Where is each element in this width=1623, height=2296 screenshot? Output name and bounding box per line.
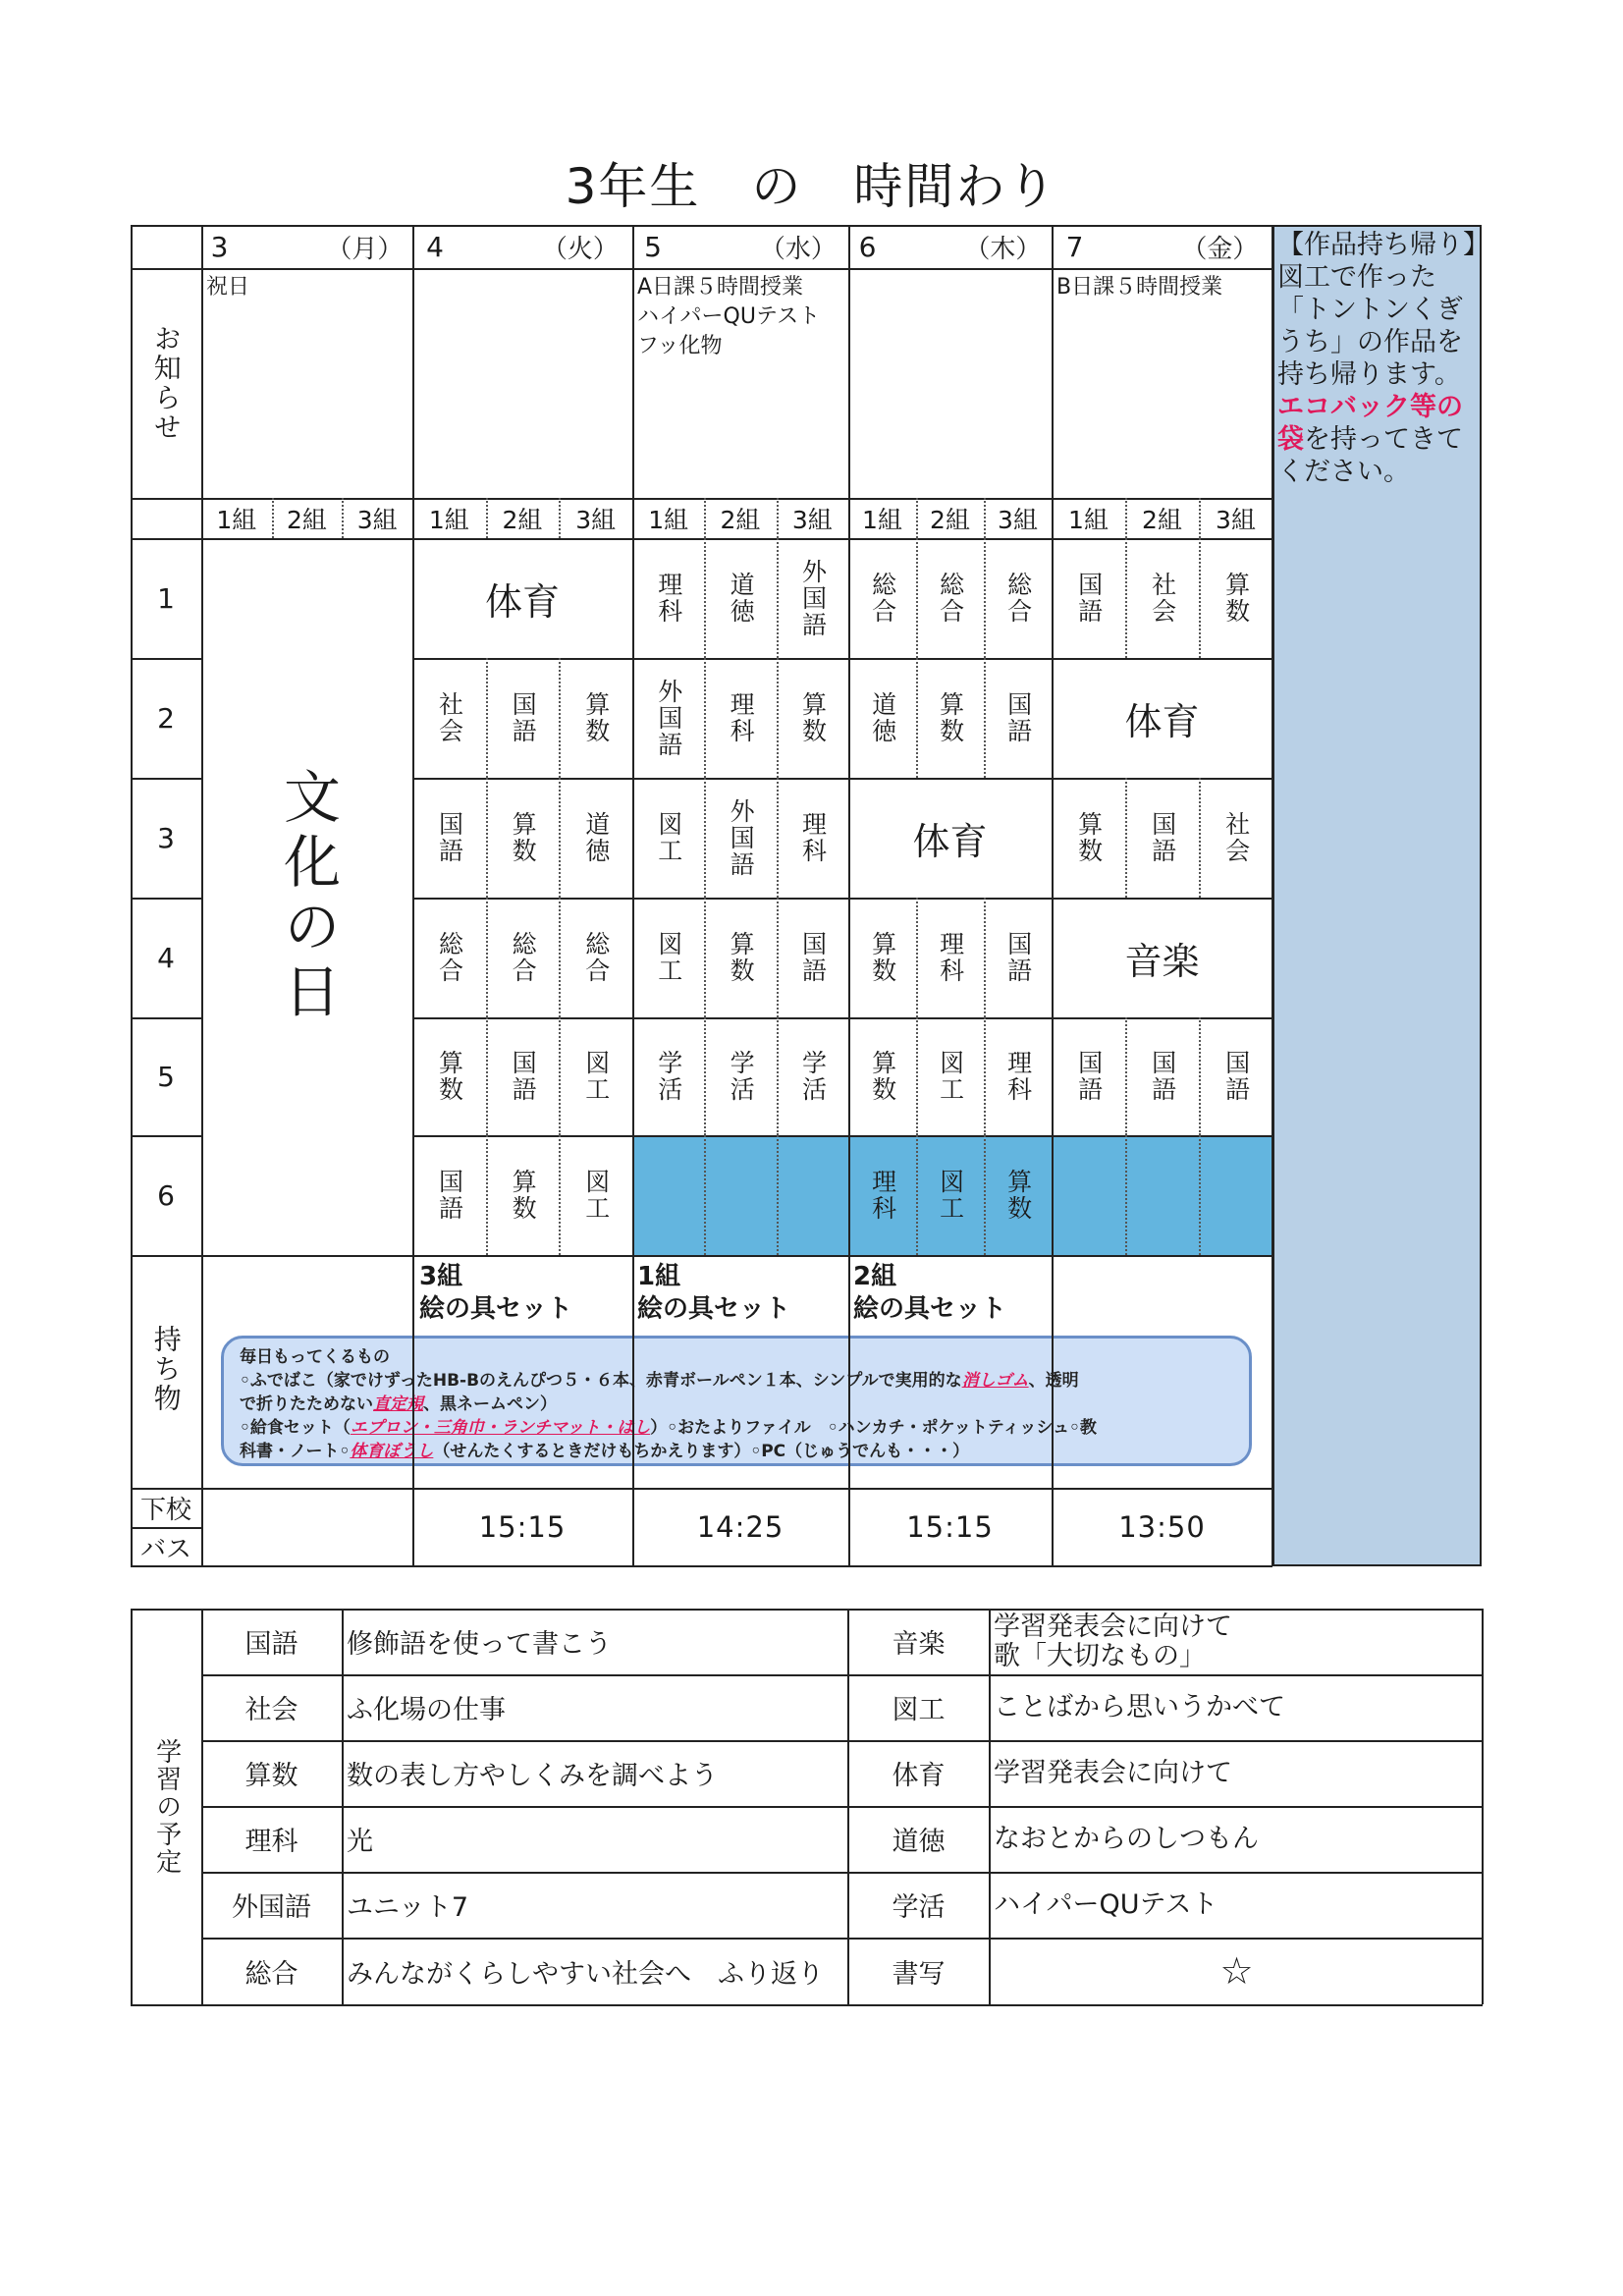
day-header-mon: 3 （月） [210, 230, 404, 264]
schedule-topic-line: ハイパーQUテスト [994, 1888, 1218, 1920]
grid-line [412, 658, 1272, 660]
grid-line [412, 778, 1272, 780]
grid-line [131, 1527, 201, 1529]
grid-line [131, 498, 1272, 500]
subject-cell: 算数 [509, 1169, 538, 1222]
schedule-topic: みんながくらしやすい社会へ ふり返り [347, 1958, 824, 1990]
grid-line [486, 778, 488, 898]
bus-label-top: 下校 [139, 1495, 191, 1525]
subject-cell: 総合 [868, 572, 897, 625]
grid-line [201, 1806, 1483, 1808]
grid-line [131, 658, 201, 660]
pe-cap-highlight: 体育ぼうし [350, 1442, 434, 1461]
grid-line [916, 498, 918, 538]
schedule-topic-line: ことばから思いうかべて [994, 1691, 1285, 1722]
class-label: 2組 [720, 505, 761, 534]
subject-cell: 総合 [581, 931, 611, 984]
schedule-topic [994, 1740, 1480, 1806]
subject-cell: 総合 [1003, 572, 1033, 625]
subject-cell: 総合 [936, 572, 965, 625]
grid-line [632, 225, 634, 1566]
period-label: 5 [157, 1060, 175, 1093]
subject-cell: 算数 [798, 691, 828, 744]
grid-line [131, 1017, 201, 1019]
grid-line [201, 225, 203, 1566]
grid-line [704, 658, 706, 778]
merged-fri2: 体育 [1124, 699, 1200, 743]
subject-cell: 図工 [581, 1050, 611, 1103]
grid-line [342, 498, 344, 538]
daily-items-heading: 毎日もってくるもの [240, 1347, 390, 1367]
grid-line [704, 538, 706, 658]
grid-line [342, 1609, 344, 2004]
class-label: 1組 [216, 505, 257, 534]
grid-line [131, 1609, 133, 2004]
grid-line [559, 1017, 561, 1135]
subject-cell: 理科 [727, 691, 756, 744]
subject-cell: 学活 [654, 1050, 683, 1103]
grid-line [777, 498, 779, 538]
schedule-topic [994, 1674, 1480, 1740]
grid-line [1199, 1135, 1201, 1255]
subject-cell: 図工 [936, 1169, 965, 1222]
grid-line [1482, 1609, 1484, 2004]
subject-cell: 総合 [435, 931, 464, 984]
subject-cell: 理科 [936, 931, 965, 984]
sidebar-heading: 【作品持ち帰り】 [1277, 230, 1489, 260]
subject-cell: 国語 [1148, 1050, 1177, 1103]
subject-cell: 図工 [936, 1050, 965, 1103]
schedule-topic: ふ化場の仕事 [347, 1695, 506, 1725]
subject-cell: 国語 [435, 811, 464, 864]
grid-line [201, 1938, 1483, 1940]
bring-line: 1組 [637, 1262, 681, 1291]
bring-line: 絵の具セット [637, 1294, 791, 1324]
grid-line [704, 498, 706, 538]
schedule-subject: 外国語 [232, 1892, 311, 1923]
subject-cell: 国語 [798, 931, 828, 984]
grid-line [916, 1017, 918, 1135]
class-label: 3組 [356, 505, 398, 534]
day-header-tue: 4 （火） [426, 230, 619, 264]
notice-mon: 祝日 [206, 275, 250, 300]
schedule-subject: 理科 [244, 1827, 298, 1857]
period-label: 4 [157, 941, 175, 974]
notice-wed [637, 273, 820, 361]
schedule-topic [994, 1609, 1480, 1674]
daily-items-line: ◦ふでばこ（家でけずったHB-Bのえんぴつ５・６本、赤青ボールペン１本、シンプルで実用的な消しゴム、透明 [240, 1371, 1079, 1391]
subject-cell: 図工 [654, 811, 683, 864]
grid-line [201, 1674, 1483, 1676]
grid-line [559, 778, 561, 898]
schedule-label: 学習の予定 [151, 1737, 182, 1876]
grid-line [777, 658, 779, 778]
bus-time-wed: 14:25 [696, 1510, 784, 1544]
grid-line [984, 498, 986, 538]
daily-items-box [221, 1336, 1252, 1466]
grid-line [704, 1135, 706, 1255]
grid-line [131, 1255, 1272, 1257]
grid-line [486, 1017, 488, 1135]
bring-wed [637, 1261, 790, 1326]
schedule-topic [994, 1872, 1480, 1938]
grid-line [559, 1135, 561, 1255]
subject-cell: 総合 [509, 931, 538, 984]
subject-cell: 理科 [868, 1169, 897, 1222]
bring-line: 3組 [419, 1262, 463, 1291]
grid-line [848, 225, 850, 1566]
grid-line [916, 658, 918, 778]
grid-line [1271, 225, 1273, 1566]
sidebar-text [1277, 229, 1489, 488]
subject-cell: 算数 [868, 931, 897, 984]
subject-cell: 理科 [1003, 1050, 1033, 1103]
subject-cell: 国語 [435, 1169, 464, 1222]
class-label: 3組 [998, 505, 1038, 534]
grid-line [777, 1017, 779, 1135]
bring-tue [419, 1261, 572, 1326]
schedule-topic-line: 歌「大切なもの」 [994, 1640, 1206, 1671]
subject-cell: 算数 [868, 1050, 897, 1103]
grid-line [1199, 538, 1201, 658]
merged-thu3: 体育 [912, 819, 988, 863]
eco-bag-highlight: エコバック等の袋 [1277, 392, 1463, 455]
grid-line [486, 898, 488, 1017]
schedule-subject: 社会 [244, 1695, 298, 1725]
grid-line [984, 898, 986, 1017]
grid-line [984, 538, 986, 658]
subject-cell: 国語 [509, 1050, 538, 1103]
grid-line [131, 1488, 1272, 1490]
grid-line [559, 498, 561, 538]
schedule-subject: 道徳 [892, 1827, 946, 1857]
grid-line [777, 898, 779, 1017]
ruler-highlight: 直定規 [373, 1394, 423, 1414]
grid-line [131, 1135, 201, 1137]
holiday-label: 文化の日 [273, 767, 341, 1026]
bus-time-fri: 13:50 [1118, 1510, 1206, 1544]
class-label: 1組 [1068, 505, 1109, 534]
day-header-wed: 5 （水） [644, 230, 837, 264]
class-label: 2組 [930, 505, 970, 534]
schedule-topic: ユニット7 [347, 1892, 469, 1923]
schedule-topic [994, 1938, 1480, 2004]
day-header-thu: 6 （木） [858, 230, 1042, 264]
schedule-topic-line: なおとからのしつもん [994, 1823, 1259, 1854]
lunch-set-highlight: エプロン・三角巾・ランチマット・はし [350, 1418, 651, 1438]
grid-line [412, 1135, 1272, 1137]
notice-fri: B日課５時間授業 [1056, 275, 1223, 300]
bring-thu [853, 1261, 1006, 1326]
subject-cell: 道徳 [581, 811, 611, 864]
schedule-topic-line: 学習発表会に向けて [994, 1611, 1232, 1642]
grid-line [984, 1135, 986, 1255]
subject-cell: 算数 [727, 931, 756, 984]
schedule-subject: 国語 [244, 1629, 298, 1660]
grid-line [777, 538, 779, 658]
grid-line [131, 1609, 1483, 1611]
subject-cell: 国語 [1074, 572, 1104, 625]
subject-cell: 算数 [581, 691, 611, 744]
class-label: 2組 [502, 505, 543, 534]
grid-line [984, 658, 986, 778]
grid-line [1125, 538, 1127, 658]
page-title: 3年生 の 時間わり [565, 158, 1058, 215]
schedule-subject: 音楽 [892, 1629, 946, 1660]
subject-cell: 算数 [936, 691, 965, 744]
grid-line [916, 898, 918, 1017]
grid-line [847, 1609, 849, 2004]
grid-line [916, 538, 918, 658]
subject-cell: 国語 [1221, 1050, 1251, 1103]
grid-line [131, 268, 1272, 270]
grid-line [486, 1135, 488, 1255]
subject-cell: 外国語 [727, 797, 756, 878]
grid-line [1125, 778, 1127, 898]
grid-line [704, 898, 706, 1017]
schedule-subject: 総合 [244, 1958, 298, 1990]
subject-cell: 図工 [654, 931, 683, 984]
bus-time-thu: 15:15 [906, 1510, 994, 1544]
subject-cell: 理科 [654, 572, 683, 625]
class-label: 3組 [791, 505, 833, 534]
class-label: 1組 [862, 505, 902, 534]
grid-line [984, 1017, 986, 1135]
period-label: 2 [157, 701, 175, 735]
subject-cell: 社会 [1148, 572, 1177, 625]
grid-line [131, 778, 201, 780]
subject-cell: 算数 [509, 811, 538, 864]
grid-line [131, 225, 133, 1566]
class-label: 2組 [287, 505, 327, 534]
schedule-subject: 書写 [892, 1958, 946, 1990]
subject-cell: 国語 [1148, 811, 1177, 864]
grid-line [131, 1565, 1272, 1567]
schedule-subject: 算数 [244, 1761, 298, 1791]
grid-line [1199, 778, 1201, 898]
schedule-topic: 光 [347, 1827, 373, 1857]
bring-line: 絵の具セット [853, 1294, 1007, 1324]
subject-cell: 国語 [1003, 691, 1033, 744]
grid-line [1199, 1017, 1201, 1135]
day-header-fri: 7 （金） [1065, 230, 1259, 264]
subject-cell: 社会 [1221, 811, 1251, 864]
empty-period-fri6 [1052, 1135, 1272, 1255]
subject-cell: 算数 [1003, 1169, 1033, 1222]
subject-cell: 国語 [509, 691, 538, 744]
grid-line [1199, 498, 1201, 538]
period-label: 6 [157, 1178, 175, 1212]
grid-line [131, 225, 1272, 227]
grid-line [272, 498, 274, 538]
grid-line [559, 898, 561, 1017]
class-label: 3組 [1216, 505, 1256, 534]
grid-line [412, 898, 1272, 900]
schedule-topic-line: 学習発表会に向けて [994, 1757, 1232, 1788]
grid-line [704, 1017, 706, 1135]
class-label: 3組 [575, 505, 617, 534]
schedule-subject: 学活 [892, 1892, 946, 1923]
subject-cell: 道徳 [727, 572, 756, 625]
grid-line [201, 1740, 1483, 1742]
grid-line [989, 1609, 991, 2004]
grid-line [1125, 1135, 1127, 1255]
merged-tue1: 体育 [484, 579, 560, 624]
subject-cell: 学活 [727, 1050, 756, 1103]
subject-cell: 算数 [1074, 811, 1104, 864]
bus-label-bottom: バス [139, 1534, 191, 1564]
subject-cell: 理科 [798, 811, 828, 864]
subject-cell: 国語 [1003, 931, 1033, 984]
grid-line [412, 1017, 1272, 1019]
grid-line [916, 1135, 918, 1255]
subject-cell: 社会 [435, 691, 464, 744]
notice-wed-line: A日課５時間授業 [637, 275, 804, 300]
grid-line [131, 2004, 1483, 2006]
subject-cell: 算数 [435, 1050, 464, 1103]
notice-wed-line: ハイパーQUテスト [637, 304, 821, 329]
schedule-topic: 数の表し方やしくみを調べよう [347, 1761, 718, 1791]
grid-line [704, 778, 706, 898]
grid-line [201, 1609, 203, 2004]
grid-line [777, 1135, 779, 1255]
daily-items-line: 科書・ノート◦体育ぼうし（せんたくするときだけもちかえります）◦PC（じゅうでんも・・・） [240, 1442, 970, 1461]
period-label: 1 [157, 581, 175, 615]
eraser-highlight: 消しゴム [961, 1371, 1029, 1391]
grid-line [486, 658, 488, 778]
grid-line [486, 498, 488, 538]
subject-cell: 算数 [1221, 572, 1251, 625]
items-label: 持ち物 [149, 1325, 183, 1413]
grid-line [777, 778, 779, 898]
daily-items-line: で折りたためない直定規、黒ネームペン） [240, 1394, 557, 1414]
schedule-topic [994, 1806, 1480, 1872]
period-label: 3 [157, 821, 175, 854]
grid-line [412, 225, 414, 1566]
subject-cell: 道徳 [868, 691, 897, 744]
grid-line [201, 1872, 1483, 1874]
subject-cell: 図工 [581, 1169, 611, 1222]
grid-line [131, 538, 1272, 540]
class-label: 1組 [648, 505, 689, 534]
notice-label: お知らせ [149, 324, 183, 442]
notice-wed-line: フッ化物 [637, 334, 723, 358]
schedule-topic-line: ☆ [1219, 1949, 1254, 1993]
grid-line [1125, 498, 1127, 538]
grid-line [1052, 225, 1054, 1566]
bring-line: 2組 [853, 1262, 897, 1291]
grid-line [559, 658, 561, 778]
subject-cell: 外国語 [654, 678, 683, 758]
subject-cell: 外国語 [798, 558, 828, 638]
class-label: 2組 [1142, 505, 1182, 534]
schedule-topic: 修飾語を使って書こう [347, 1629, 612, 1660]
sidebar-body: 図工で作った「トントンくぎうち」の作品を持ち帰ります。エコバック等の袋を持ってきてください。 [1277, 262, 1463, 487]
class-label: 1組 [428, 505, 469, 534]
subject-cell: 学活 [798, 1050, 828, 1103]
daily-items-line: ◦給食セット（エプロン・三角巾・ランチマット・はし）◦おたよりファイル ◦ハンカチ・ポケットティッシュ◦教 [240, 1418, 1097, 1438]
schedule-subject: 体育 [892, 1761, 946, 1791]
schedule-subject: 図工 [892, 1695, 946, 1725]
subject-cell: 国語 [1074, 1050, 1104, 1103]
grid-line [1125, 1017, 1127, 1135]
bring-line: 絵の具セット [419, 1294, 573, 1324]
merged-fri4: 音楽 [1124, 939, 1200, 983]
bus-time-tue: 15:15 [478, 1510, 567, 1544]
grid-line [131, 898, 201, 900]
